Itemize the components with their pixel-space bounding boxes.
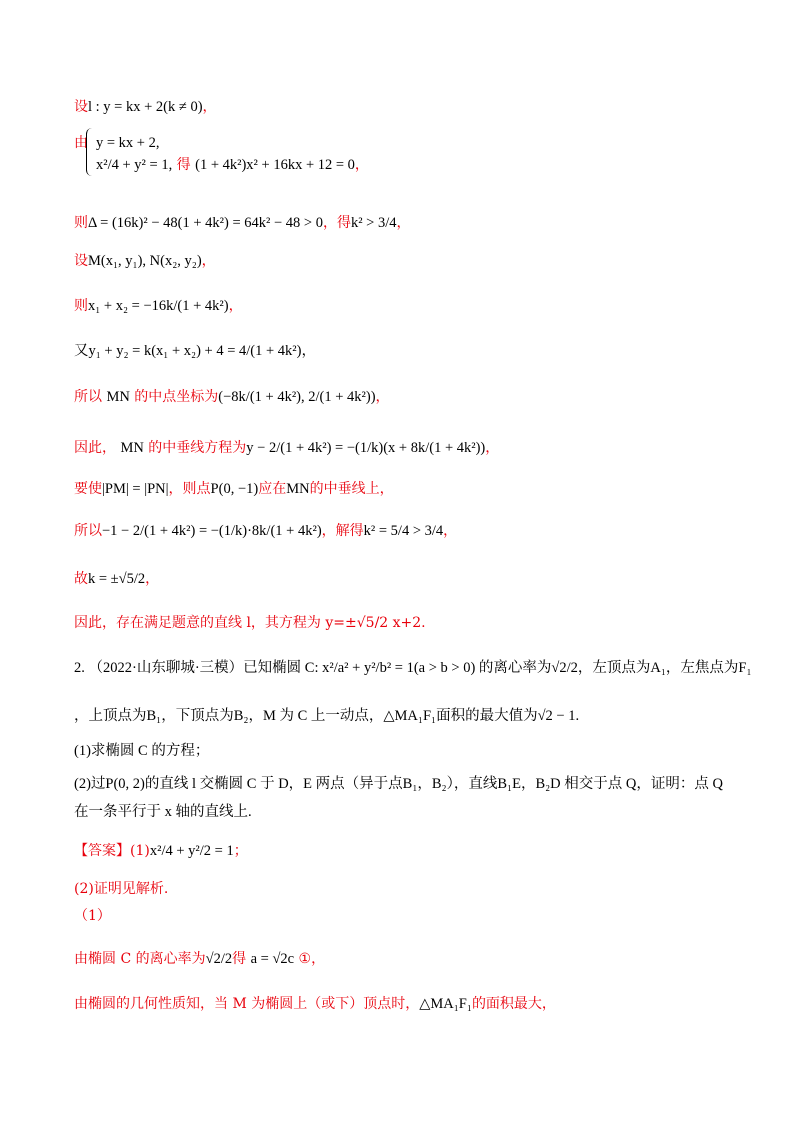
text-run: ， bbox=[202, 99, 217, 115]
text-run: 因此，存在满足题意的直线 l，其方程为 y=±√5/2 x+2. bbox=[74, 615, 426, 631]
text-line-l2c bbox=[96, 154, 756, 176]
text-run: ，解得 bbox=[321, 523, 364, 539]
text-run: a = √2c bbox=[250, 951, 295, 967]
text-run: y = kx + 2, bbox=[96, 135, 160, 151]
text-line-l9 bbox=[74, 478, 734, 500]
text-run: 应在 bbox=[258, 481, 287, 497]
text-line-l4 bbox=[74, 250, 734, 272]
text-run: Δ = (16k)² − 48(1 + 4k²) = 64k² − 48 > 0 bbox=[88, 215, 323, 231]
text-line-l8 bbox=[74, 437, 734, 459]
text-run: 因此， bbox=[74, 440, 121, 456]
text-line-l17 bbox=[74, 801, 734, 823]
text-line-l6 bbox=[74, 340, 734, 362]
text-line-l3 bbox=[74, 212, 734, 234]
text-run: √2/2 bbox=[205, 951, 233, 967]
text-line-l19 bbox=[74, 878, 734, 900]
text-run: ， bbox=[201, 253, 216, 269]
text-run: ， bbox=[354, 157, 369, 173]
text-run: 的中垂线上， bbox=[309, 481, 394, 497]
text-run: −1 − 2/(1 + 4k²) = −(1/k)·8k/(1 + 4k²) bbox=[102, 523, 322, 539]
text-run: |PM| = |PN| bbox=[102, 481, 169, 497]
text-line-l22 bbox=[74, 993, 734, 1015]
text-run: 则 bbox=[74, 298, 88, 314]
text-line-l11 bbox=[74, 568, 734, 590]
text-line-l5 bbox=[74, 295, 734, 317]
text-run: 则 bbox=[74, 215, 88, 231]
text-run: 得 bbox=[172, 157, 196, 173]
text-line-l13 bbox=[74, 657, 752, 679]
text-run: l : y = kx + 2(k ≠ 0) bbox=[88, 99, 203, 115]
text-run: MN bbox=[286, 481, 310, 497]
text-run: ，则点 bbox=[168, 481, 211, 497]
text-line-l20 bbox=[74, 905, 734, 927]
text-run: 设 bbox=[74, 99, 88, 115]
text-run: 又y₁ + y₂ = k(x₁ + x₂) + 4 = 4/(1 + 4k²)， bbox=[74, 343, 316, 359]
text-line-l2b bbox=[96, 132, 756, 154]
text-run: 所以 bbox=[74, 389, 107, 405]
text-run: x₁ + x₂ = −16k/(1 + 4k²) bbox=[88, 298, 229, 314]
text-run: 所以 bbox=[74, 523, 102, 539]
text-run: ， bbox=[375, 389, 390, 405]
text-run: k² = 5/4 > 3/4 bbox=[363, 523, 444, 539]
text-run: ，得 bbox=[322, 215, 351, 231]
text-run: 由椭圆 C 的离心率为 bbox=[74, 951, 206, 967]
text-run: 得 bbox=[232, 951, 251, 967]
text-line-l14 bbox=[74, 705, 734, 727]
text-run: 故 bbox=[74, 571, 88, 587]
text-run: ， bbox=[396, 215, 411, 231]
text-run: ， bbox=[443, 523, 458, 539]
text-run: 设 bbox=[74, 253, 88, 269]
text-run: MN bbox=[106, 389, 130, 405]
text-run: P(0, −1) bbox=[210, 481, 259, 497]
text-run: x²/4 + y²/2 = 1 bbox=[149, 843, 234, 859]
text-run: y − 2/(1 + 4k²) = −(1/k)(x + 8k/(1 + 4k²)) bbox=[246, 440, 486, 456]
text-line-l10 bbox=[74, 520, 734, 542]
text-run: ，上顶点为B₁，下顶点为B₂，M 为 C 上一动点，△MA₁F₁面积的最大值为√2 − 1. bbox=[74, 708, 580, 724]
text-run: ； bbox=[233, 843, 248, 859]
text-run: (2)证明见解析. bbox=[74, 881, 169, 897]
text-run: 由 bbox=[74, 135, 88, 151]
text-run: 的面积最大， bbox=[471, 996, 556, 1012]
text-run: MN bbox=[120, 440, 144, 456]
text-run: ， bbox=[145, 571, 160, 587]
text-run: k = ±√5/2 bbox=[88, 571, 146, 587]
text-run: 的中垂线方程为 bbox=[143, 440, 247, 456]
text-run: ①， bbox=[294, 951, 326, 967]
text-run: ， bbox=[485, 440, 500, 456]
text-line-l12 bbox=[74, 612, 734, 634]
text-line-l21 bbox=[74, 948, 734, 970]
text-run: k² > 3/4 bbox=[350, 215, 397, 231]
text-run: (2)过P(0, 2)的直线 l 交椭圆 C 于 D，E 两点（异于点B₁，B₂），直线B₁E，B₂D 相交于点 Q，证明：点 Q bbox=[74, 776, 723, 792]
text-run: 由椭圆的几何性质知，当 M 为椭圆上（或下）顶点时， bbox=[74, 996, 420, 1012]
text-line-l7 bbox=[74, 386, 734, 408]
text-run: 【答案】(1) bbox=[74, 843, 150, 859]
text-line-l18 bbox=[74, 840, 734, 862]
text-run: x²/4 + y² = 1, bbox=[96, 157, 173, 173]
text-run: 的中点坐标为 bbox=[129, 389, 219, 405]
text-line-l16 bbox=[74, 773, 734, 795]
text-run: M(x₁, y₁), N(x₂, y₂) bbox=[88, 253, 202, 269]
text-run: 在一条平行于 x 轴的直线上. bbox=[74, 804, 252, 820]
text-run: 2. （2022·山东聊城·三模）已知椭圆 C: x²/a² + y²/b² = 1(a > b > 0) 的离心率为√2/2，左顶点为A₁，左焦点为F₁ bbox=[74, 660, 752, 676]
text-run: (−8k/(1 + 4k²), 2/(1 + 4k²)) bbox=[218, 389, 376, 405]
text-run: （1） bbox=[74, 908, 111, 924]
text-line-l1 bbox=[74, 96, 734, 118]
system-brace bbox=[86, 128, 93, 176]
text-run: (1)求椭圆 C 的方程； bbox=[74, 743, 210, 759]
text-run: △MA₁F₁ bbox=[419, 996, 472, 1012]
text-run: ， bbox=[228, 298, 243, 314]
text-line-l15 bbox=[74, 740, 734, 762]
text-run: (1 + 4k²)x² + 16kx + 12 = 0 bbox=[195, 157, 355, 173]
text-run: 要使 bbox=[74, 481, 102, 497]
